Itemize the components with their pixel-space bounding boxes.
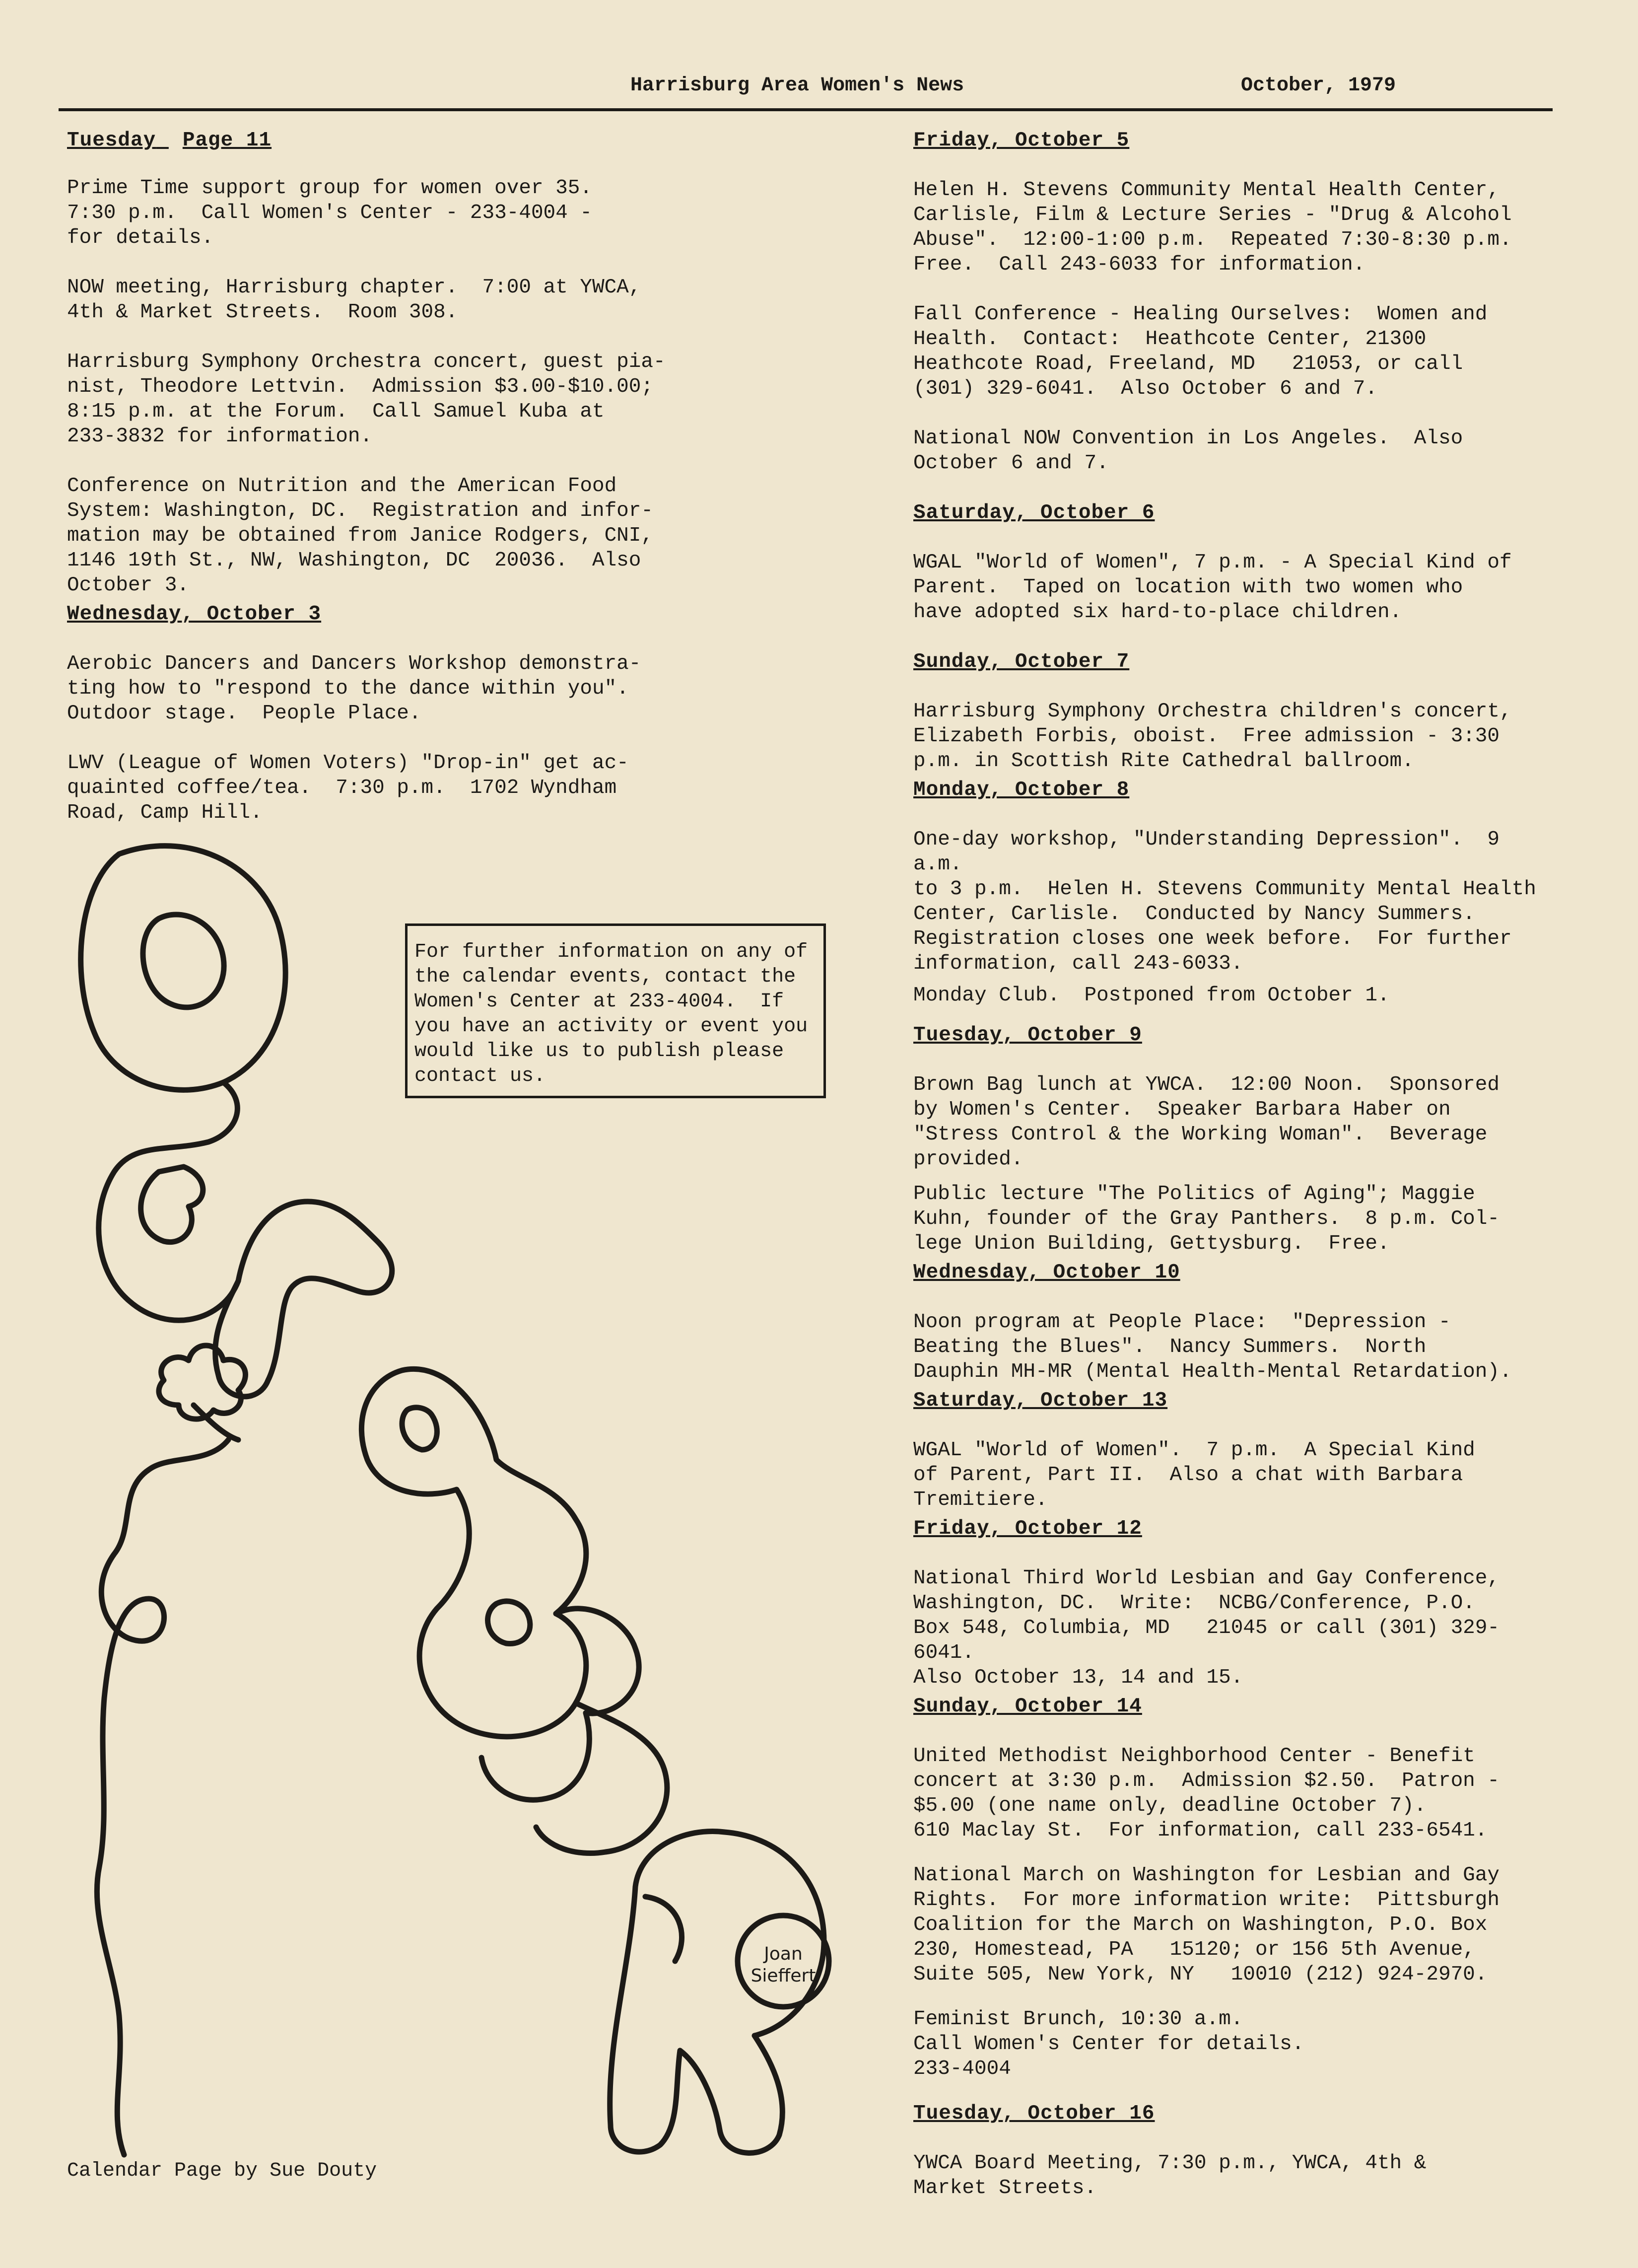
signature-first-name: Joan xyxy=(764,1944,803,1964)
letter-e-outline xyxy=(481,1609,639,1800)
event-entry: Prime Time support group for women over 35. 7:30 p.m. Call Women's Center - 233-4004 - for details. xyxy=(67,177,592,249)
letter-r-outline xyxy=(610,1831,824,2153)
event-entry: Feminist Brunch, 10:30 a.m. Call Women's Center for details. 233-4004 xyxy=(913,2008,1304,2080)
day-heading: Saturday, October 6 xyxy=(913,501,1155,524)
day-heading: Wednesday, October 3 xyxy=(67,603,322,626)
day-heading: Tuesday, October 16 xyxy=(913,2102,1155,2125)
day-heading: Friday, October 5 xyxy=(913,129,1130,152)
day-heading: Friday, October 12 xyxy=(913,1517,1142,1540)
letter-c-outline xyxy=(99,1082,238,1320)
event-entry: Monday Club. Postponed from October 1. xyxy=(913,984,1390,1007)
further-information-box: For further information on any of the calendar events, contact the Women's Center at 233-4004. If you have an activity or event you would like us to publish please contact us. xyxy=(405,923,826,1098)
page-reference: Page 11 xyxy=(182,129,272,152)
day-heading xyxy=(67,128,697,153)
day-heading: Sunday, October 7 xyxy=(913,650,1130,673)
event-entry: Harrisburg Symphony Orchestra children's concert, Elizabeth Forbis, oboist. Free admission - 3:30 p.m. in Scottish Rite Cathedral ballroom. xyxy=(913,700,1512,773)
letter-b-outline xyxy=(361,1369,586,1736)
day-heading-label: Tuesday xyxy=(67,129,156,152)
event-entry: National Third World Lesbian and Gay Conference, Washington, DC. Write: NCBG/Conference, P.O. Box 548, Columbia, MD 21045 or call (301) 329-6041. Also October 13, 14 and 15. xyxy=(913,1567,1500,1689)
event-entry: Fall Conference - Healing Ourselves: Women and Health. Contact: Heathcote Center, 21300 Heathcote Road, Freeland, MD 21053, or call (301) 329-6041. Also October 6 and 7. xyxy=(913,303,1488,400)
issue-date: October, 1979 xyxy=(1241,74,1396,97)
event-entry: Aerobic Dancers and Dancers Workshop demonstra- ting how to "respond to the dance within you". Outdoor stage. People Place. xyxy=(67,652,641,725)
event-entry: National NOW Convention in Los Angeles. Also October 6 and 7. xyxy=(913,427,1463,475)
event-entry: Helen H. Stevens Community Mental Health Center, Carlisle, Film & Lecture Series - "Drug & Alcohol Abuse". 12:00-1:00 p.m. Repeated 7:30-8:30 p.m. Free. Call 243-6033 for information. xyxy=(913,179,1512,276)
day-heading: Sunday, October 14 xyxy=(913,1695,1142,1718)
event-entry: National March on Washington for Lesbian and Gay Rights. For more information write: Pittsburgh Coalition for the March on Washington, P.O. Box 230, Homestead, PA 15120; or 156 5th Avenue, Suite 505, New York, NY 10010 (212) 924-2970. xyxy=(913,1864,1500,1986)
letter-o-outline xyxy=(81,846,285,1090)
left-calendar-column xyxy=(67,128,697,850)
letter-r-inner-curve xyxy=(645,1897,682,1961)
day-heading: Saturday, October 13 xyxy=(913,1389,1168,1412)
right-calendar-column xyxy=(913,128,1559,2225)
artist-signature xyxy=(739,1943,828,1987)
event-entry: United Methodist Neighborhood Center - Benefit concert at 3:30 p.m. Admission $2.50. Patron - $5.00 (one name only, deadline October 7). 610 Maclay St. For information, call 233-6541. xyxy=(913,1745,1500,1842)
event-entry: YWCA Board Meeting, 7:30 p.m., YWCA, 4th & Market Streets. xyxy=(913,2152,1427,2199)
header-rule xyxy=(59,108,1553,111)
event-entry: Harrisburg Symphony Orchestra concert, guest pia- nist, Theodore Lettvin. Admission $3.00-$10.00; 8:15 p.m. at the Forum. Call Samuel Kuba at 233-3832 for information. xyxy=(67,351,666,448)
event-entry: NOW meeting, Harrisburg chapter. 7:00 at YWCA, 4th & Market Streets. Room 308. xyxy=(67,276,641,324)
leaf-shape xyxy=(159,1346,245,1419)
balloon-string xyxy=(97,1440,228,2155)
day-heading: Tuesday, October 9 xyxy=(913,1024,1142,1047)
event-entry: Brown Bag lunch at YWCA. 12:00 Noon. Sponsored by Women's Center. Speaker Barbara Haber on "Stress Control & the Working Woman". Beverage provided. xyxy=(913,1073,1500,1171)
day-heading: Monday, October 8 xyxy=(913,779,1130,801)
event-entry: One-day workshop, "Understanding Depression". 9 a.m. to 3 p.m. Helen H. Stevens Community Mental Health Center, Carlisle. Conducted by Nancy Summers. Registration closes one week before. For further information, call 243-6033. xyxy=(913,828,1536,975)
event-entry: WGAL "World of Women". 7 p.m. A Special Kind of Parent, Part II. Also a chat with Barbara Tremitiere. xyxy=(913,1439,1475,1511)
letter-b-hole-mid xyxy=(488,1601,530,1643)
event-entry: WGAL "World of Women", 7 p.m. - A Special Kind of Parent. Taped on location with two women who have adopted six hard-to-place children. xyxy=(913,551,1512,624)
day-heading: Wednesday, October 10 xyxy=(913,1261,1180,1284)
page-credit: Calendar Page by Sue Douty xyxy=(67,2160,377,2182)
letter-o-inner xyxy=(143,915,224,1007)
newsletter-title: Harrisburg Area Women's News xyxy=(630,74,964,97)
letter-b-hole-top xyxy=(402,1408,437,1450)
event-entry: Conference on Nutrition and the American Food System: Washington, DC. Registration and infor- mation may be obtained from Janice Rodgers, CNI, 1146 19th St., NW, Washington, DC 20036. Also October 3. xyxy=(67,475,653,597)
event-entry: Noon program at People Place: "Depression - Beating the Blues". Nancy Summers. North Dauphin MH-MR (Mental Health-Mental Retardation). xyxy=(913,1311,1512,1383)
event-entry: LWV (League of Women Voters) "Drop-in" get ac- quainted coffee/tea. 7:30 p.m. 1702 Wyndham Road, Camp Hill. xyxy=(67,752,629,824)
event-entry: Public lecture "The Politics of Aging"; Maggie Kuhn, founder of the Gray Panthers. 8 p.m. Col- lege Union Building, Gettysburg. Free. xyxy=(913,1183,1500,1255)
heart-shape xyxy=(141,1167,203,1242)
signature-last-name: Sieffert xyxy=(751,1966,816,1986)
